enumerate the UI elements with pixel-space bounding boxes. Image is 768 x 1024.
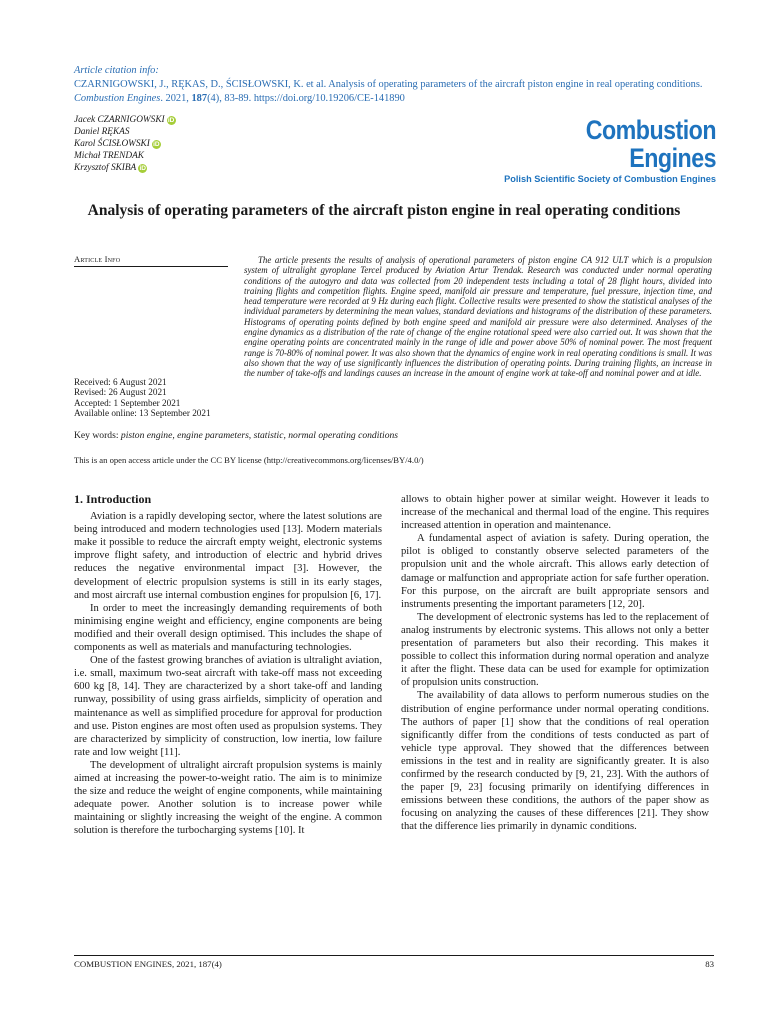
page-number: 83 (705, 959, 714, 969)
citation-authors: CZARNIGOWSKI, J., RĘKAS, D., ŚCISŁOWSKI, K. et al. (74, 79, 329, 90)
citation-text[interactable] (74, 78, 714, 106)
paragraph: The development of electronic systems has led to the replacement of analog instruments by electronic systems. This allows not only a better presentation of parameters but also their recording. This makes it possible to collect this information during normal operation and analyze it after the flight. These data can be used for example for optimization of propulsion units construction. (401, 611, 709, 689)
journal-subtitle: Polish Scientific Society of Combustion Engines (504, 174, 716, 184)
paragraph: The development of ultralight aircraft propulsion systems is mainly aimed at increasing the power-to-weight ratio. The aim is to minimize the size and reduce the weight of engine components, while maintaining adequate power. Another solution is to increase power while maintaining or slightly increasing the weight of the engine. A common solution is therefore the turbocharging systems [10]. It (74, 759, 382, 837)
paragraph: One of the fastest growing branches of aviation is ultralight aviation, i.e. small, maximum two-seat aircraft with take-off mass not exceeding 600 kg [8, 14]. They are characterized by a short take-off and landing runway, possibility of using grass airfields, simplicity of operation and maintenance as well as simplified procedure for approval for production and use. Piston engines are most often used as propulsion systems. They are characterized by simplicity of construction, low inertia, low failure rate and low weight [11]. (74, 655, 382, 758)
author-name: Michał TRENDAK (74, 151, 144, 161)
keywords (74, 430, 398, 441)
journal-logo (478, 116, 716, 185)
footer-journal: COMBUSTION ENGINES, 2021, 187(4) (74, 959, 222, 969)
author-item (74, 126, 176, 138)
footer-divider (74, 955, 714, 956)
author-item (74, 162, 176, 174)
paragraph: Aviation is a rapidly developing sector, where the latest solutions are being introduced and modern technologies used [13]. Modern materials make it possible to reduce the aircraft empty weight, electronic systems improve flight safety, and introduction of electric and hybrid drives reduces the negative environmental impact [3]. However, the development of electric propulsion systems is still in its early stages, and most aircraft use internal combustion engines for propulsion [6, 17]. (74, 511, 382, 601)
citation-journal: Combustion Engines (74, 93, 161, 104)
author-item (74, 114, 176, 126)
paragraph: In order to meet the increasingly demanding requirements of both minimising engine weight and efficiency, engine components are being modified and their overall design optimised. This includes the shape of components as well as materials and manufacturing technologies. (74, 602, 382, 654)
author-name: Krzysztof SKIBA (74, 163, 137, 173)
citation-volume: 187 (191, 93, 208, 104)
citation-doi[interactable]: (4), 83-89. https://doi.org/10.19206/CE-141890 (207, 93, 405, 104)
accepted-date: Accepted: 1 September 2021 (74, 397, 181, 408)
received-date: Received: 6 August 2021 (74, 377, 167, 387)
keywords-label: Key words: (74, 430, 121, 441)
paragraph: The availability of data allows to perform numerous studies on the distribution of engine performance under normal operating conditions. The authors of paper [1] show that the conditions of real operation significantly differ from the conditions of tests conducted as part of vehicle type approval. They showed that the differences between emissions in the test and in reality are significantly greater. It is also confirmed by the research conducted by [9, 21, 23]. With the authors of the paper [9, 23] focusing primarily on identifying differences in emissions between these conditions, the authors of the paper show as focusing on analyzing the causes of these differences [21]. They show that the difference lies primarily in dynamic conditions. (401, 690, 709, 833)
paragraph: allows to obtain higher power at similar weight. However it leads to increase of the mechanical and thermal load of the engine. This requires increased attention in operation and maintenance. (401, 494, 709, 532)
journal-name: Combustion Engines (585, 115, 716, 173)
citation-block (74, 64, 714, 106)
citation-title: Analysis of operating parameters of the aircraft piston engine in real operating conditions. (328, 79, 703, 90)
citation-label: Article citation info: (74, 65, 159, 76)
author-item (74, 150, 176, 162)
author-name: Jacek CZARNIGOWSKI (74, 115, 165, 125)
author-item (74, 138, 176, 150)
section-heading: 1. Introduction (74, 492, 152, 506)
citation-year: . 2021, (160, 93, 192, 104)
author-name: Daniel RĘKAS (74, 127, 130, 137)
author-name: Karol ŚCISŁOWSKI (74, 139, 150, 149)
orcid-icon[interactable]: iD (167, 117, 175, 124)
orcid-icon[interactable]: iD (139, 165, 146, 172)
available-date: Available online: 13 September 2021 (74, 407, 211, 418)
body-column-right (401, 493, 709, 833)
revised-date: Revised: 26 August 2021 (74, 387, 167, 398)
paragraph: A fundamental aspect of aviation is safety. During operation, the pilot is obliged to constantly observe selected parameters of the propulsion unit and the whole aircraft. This allows early detection of damage or malfunction and appropriate action for safe further operation. For this purpose, on the aircraft are built appropriate sensors and instruments presenting the important parameters [12, 20]. (401, 533, 709, 610)
article-dates (74, 377, 211, 418)
body-column-left (74, 493, 382, 837)
article-title: Analysis of operating parameters of the aircraft piston engine in real operating conditions (87, 202, 681, 219)
abstract: The article presents the results of analysis of operational parameters of piston engine CA 912 ULT which is a propulsion system of ultralight gyroplane Tercel produced by Aviation Artur Trendak. Research was conducted under normal operating conditions of the autogyro and data was collected from 20 independent tests including a total of 28 flight hours, divided into training flights and competition flights. Engine speed, manifold air pressure and temperature, fuel pressure, injection time, and head temperature were recorded at 9 Hz during each flight. Collective results were presented to show the statistical analyses of the individual parameters by determining the mean values, standard deviations and histograms of the distribution of these parameters. Histograms of operating points defined by both engine speed and manifold air pressure were also determined. Analyses of the engine dynamics as a distribution of the rate of change of the engine rotational speed were also carried out. It was shown that the engine operating points are concentrated mainly in the range of idle and power above 50% of nominal power. The most frequent range is 70-80% of nominal power. It was also shown that the dynamics of engine work in real operating conditions is small. It was also shown that the way of use significantly influences the distribution of operating points. During training flights, an increase in the number of take-offs and landings causes an increase in the amount of engine work at take-off and nominal power and at idle. (244, 255, 712, 379)
article-info-heading: Article Info (74, 254, 228, 267)
keywords-value: piston engine, engine parameters, statistic, normal operating conditions (120, 430, 399, 441)
author-list (74, 114, 176, 174)
license-notice: This is an open access article under the CC BY license (http://creativecommons.org/licenses/BY/4.0/) (74, 455, 424, 465)
orcid-icon[interactable]: iD (153, 141, 160, 148)
